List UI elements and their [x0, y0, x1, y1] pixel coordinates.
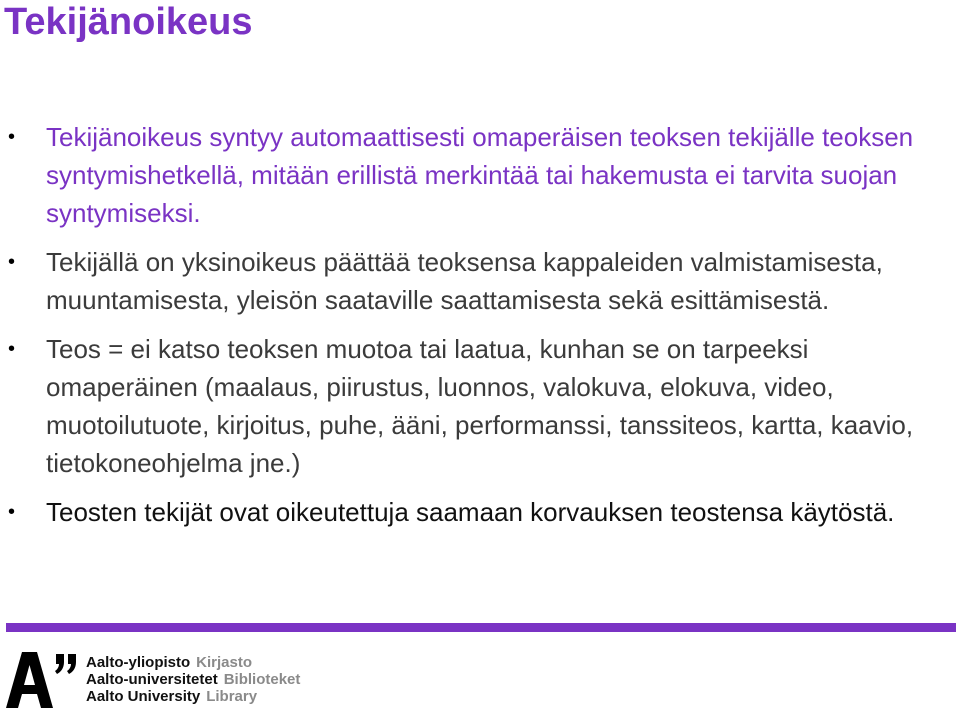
logo-line-sv [86, 671, 300, 688]
logo-university-en: Aalto University [86, 688, 201, 705]
logo-university-fi: Aalto-yliopisto [86, 654, 191, 671]
bullet-text: Tekijällä on yksinoikeus päättää teoksensa kappaleiden valmistamisesta, muuntamisesta, yleisön saataville saattamisesta sekä esittämisestä. [46, 247, 883, 315]
logo-line-fi [86, 654, 300, 671]
bullet-dot-icon: • [8, 126, 16, 148]
bullet-item [0, 330, 960, 482]
bullet-dot-icon: • [8, 338, 16, 360]
bullet-list [0, 118, 960, 542]
bullet-text: Teosten tekijät ovat oikeutettuja saamaan korvauksen teostensa käytöstä. [46, 497, 895, 527]
bullet-item [0, 243, 960, 319]
bullet-dot-icon: • [8, 251, 16, 273]
aalto-a-logo-icon [6, 652, 80, 708]
bullet-dot-icon: • [8, 501, 16, 523]
logo-library-en: Library [206, 688, 258, 705]
logo-line-en [86, 688, 300, 705]
aalto-library-logo [6, 650, 406, 710]
footer-divider [6, 623, 956, 632]
logo-library-sv: Biblioteket [223, 671, 301, 688]
logo-wordmark [86, 654, 300, 705]
logo-library-fi: Kirjasto [196, 654, 253, 671]
bullet-item [0, 118, 960, 232]
bullet-text: Tekijänoikeus syntyy automaattisesti omaperäisen teoksen tekijälle teoksen syntymishetkellä, mitään erillistä merkintää tai hakemusta ei tarvita suojan syntymiseksi. [46, 122, 914, 228]
page-title: Tekijänoikeus [4, 1, 253, 43]
logo-university-sv: Aalto-universitetet [86, 671, 218, 688]
bullet-item [0, 493, 960, 531]
bullet-text: Teos = ei katso teoksen muotoa tai laatua, kunhan se on tarpeeksi omaperäinen (maalaus, piirustus, luonnos, valokuva, elokuva, video, muotoilutuote, kirjoitus, puhe, ääni, performanssi, tanssiteos, kartta, kaavio, tietokoneohjelma jne.) [46, 334, 914, 478]
